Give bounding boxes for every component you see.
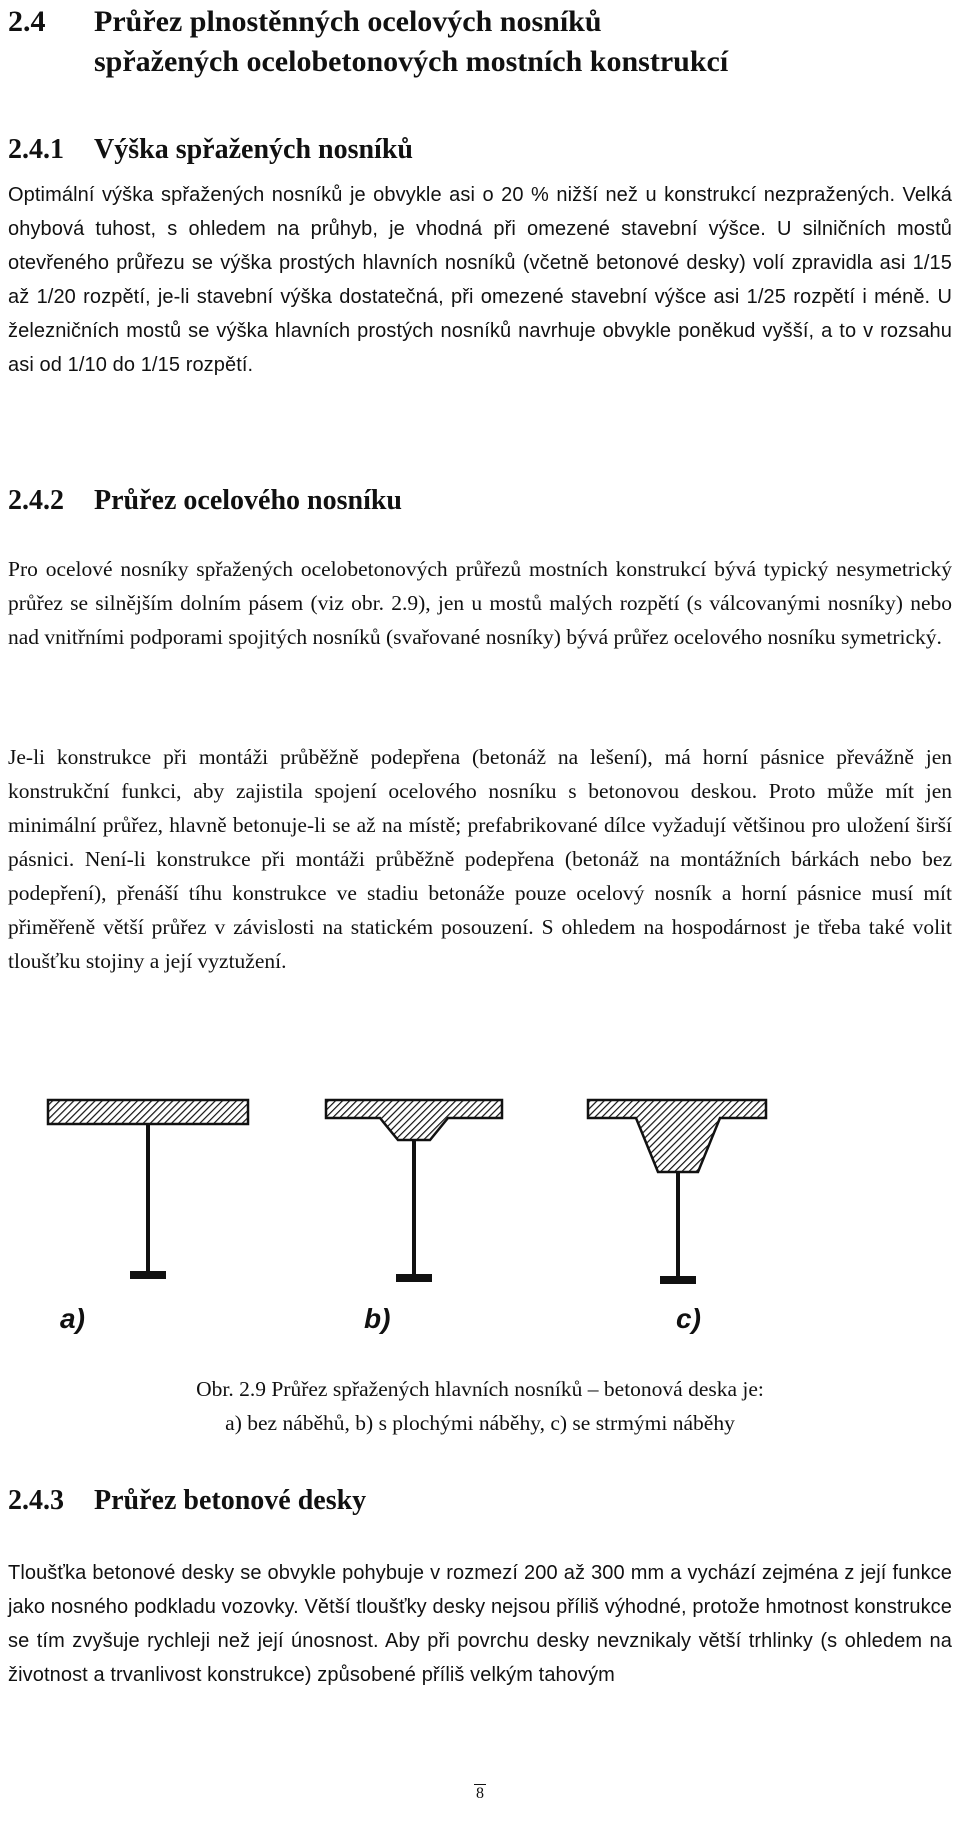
subsection-title: Výška spřažených nosníků bbox=[94, 134, 413, 165]
paragraph-slab: Tloušťka betonové desky se obvykle pohybuje v rozmezí 200 až 300 mm a vychází zejména z její funkce jako nosného podkladu vozovky. Větší tloušťky desky nejsou příliš výhodné, protože hmotnost konstrukce se tím zvyšuje rychleji než její únosnost. Aby při povrchu desky nevznikaly větší trhlinky (s ohledem na životnost a trvanlivost konstrukce) způsobené příliš velkým tahovým bbox=[8, 1562, 952, 1686]
subsection-number: 2.4.2 bbox=[8, 485, 64, 516]
section-title bbox=[94, 2, 728, 82]
subsection-number: 2.4.3 bbox=[8, 1485, 64, 1516]
section-b-drawing bbox=[326, 1100, 502, 1282]
section-c-drawing bbox=[588, 1100, 766, 1284]
caption-line1: Obr. 2.9 Průřez spřažených hlavních nosníků – betonová deska je: bbox=[196, 1377, 764, 1401]
bottom-flange-a bbox=[130, 1271, 166, 1279]
section-title-line2: spřažených ocelobetonových mostních konstrukcí bbox=[94, 45, 729, 78]
section-number: 2.4 bbox=[8, 5, 46, 38]
subsection-title: Průřez betonové desky bbox=[94, 1485, 367, 1516]
caption-line2: a) bez náběhů, b) s plochými náběhy, c) se strmými náběhy bbox=[225, 1411, 735, 1435]
figure-cross-sections bbox=[8, 1088, 952, 1338]
page-number bbox=[8, 1784, 952, 1803]
subsection-number: 2.4.1 bbox=[8, 134, 64, 165]
paragraph-height: Optimální výška spřažených nosníků je obvykle asi o 20 % nižší než u konstrukcí nezpražených. Velká ohybová tuhost, s ohledem na průhyb, je vhodná při omezené stavební výšce. U silničních mostů otevřeného průřezu se výška prostých hlavních nosníků (včetně betonové desky) volí zpravidla asi 1/15 až 1/20 rozpětí, je-li stavební výška dostatečná, při omezené stavební výšce asi 1/25 rozpětí i méně. U železničních mostů se výška hlavních prostých nosníků navrhuje obvykle poněkud vyšší, a to v rozsahu asi od 1/10 do 1/15 rozpětí. bbox=[8, 184, 952, 376]
label-c: c) bbox=[676, 1303, 701, 1334]
section-title-line1: Průřez plnostěnných ocelových nosníků bbox=[94, 5, 602, 38]
section-a-drawing bbox=[48, 1100, 248, 1279]
figure-caption bbox=[8, 1372, 952, 1440]
paragraph-steel-section-2: Je-li konstrukce při montáži průběžně podepřena (betonáž na lešení), má horní pásnice převážně jen konstrukční funkci, aby zajistila spojení ocelového nosníku s betonovou deskou. Proto může mít jen minimální průřez, hlavně betonuje-li se až na místě; prefabrikované dílce vyžadují většinou pro uložení širší pásnici. Není-li konstrukce při montáži průběžně podepřena (betonáž na montážních bárkách nebo bez podepření), přenáší tíhu konstrukce ve stadiu betonáže pouze ocelový nosník a horní pásnice musí mít přiměřeně větší průřez v závislosti na statickém posouzení. S ohledem na hospodárnost je třeba také volit tloušťku stojiny a její vyztužení. bbox=[8, 745, 952, 973]
cross-section-drawings bbox=[8, 1088, 952, 1338]
label-b: b) bbox=[364, 1303, 391, 1334]
slab-c bbox=[588, 1100, 766, 1172]
paragraph-steel-section-1: Pro ocelové nosníky spřažených ocelobetonových průřezů mostních konstrukcí bývá typický nesymetrický průřez se silnějším dolním pásem (viz obr. 2.9), jen u mostů malých rozpětí (s válcovanými nosníky) nebo nad vnitřními podporami spojitých nosníků (svařované nosníky) bývá průřez ocelového nosníku symetrický. bbox=[8, 557, 952, 649]
label-a: a) bbox=[60, 1303, 85, 1334]
slab-a bbox=[48, 1100, 248, 1124]
slab-b bbox=[326, 1100, 502, 1140]
subsection-title: Průřez ocelového nosníku bbox=[94, 485, 402, 516]
bottom-flange-b bbox=[396, 1274, 432, 1282]
bottom-flange-c bbox=[660, 1276, 696, 1284]
page-number-value: 8 bbox=[476, 1785, 484, 1802]
